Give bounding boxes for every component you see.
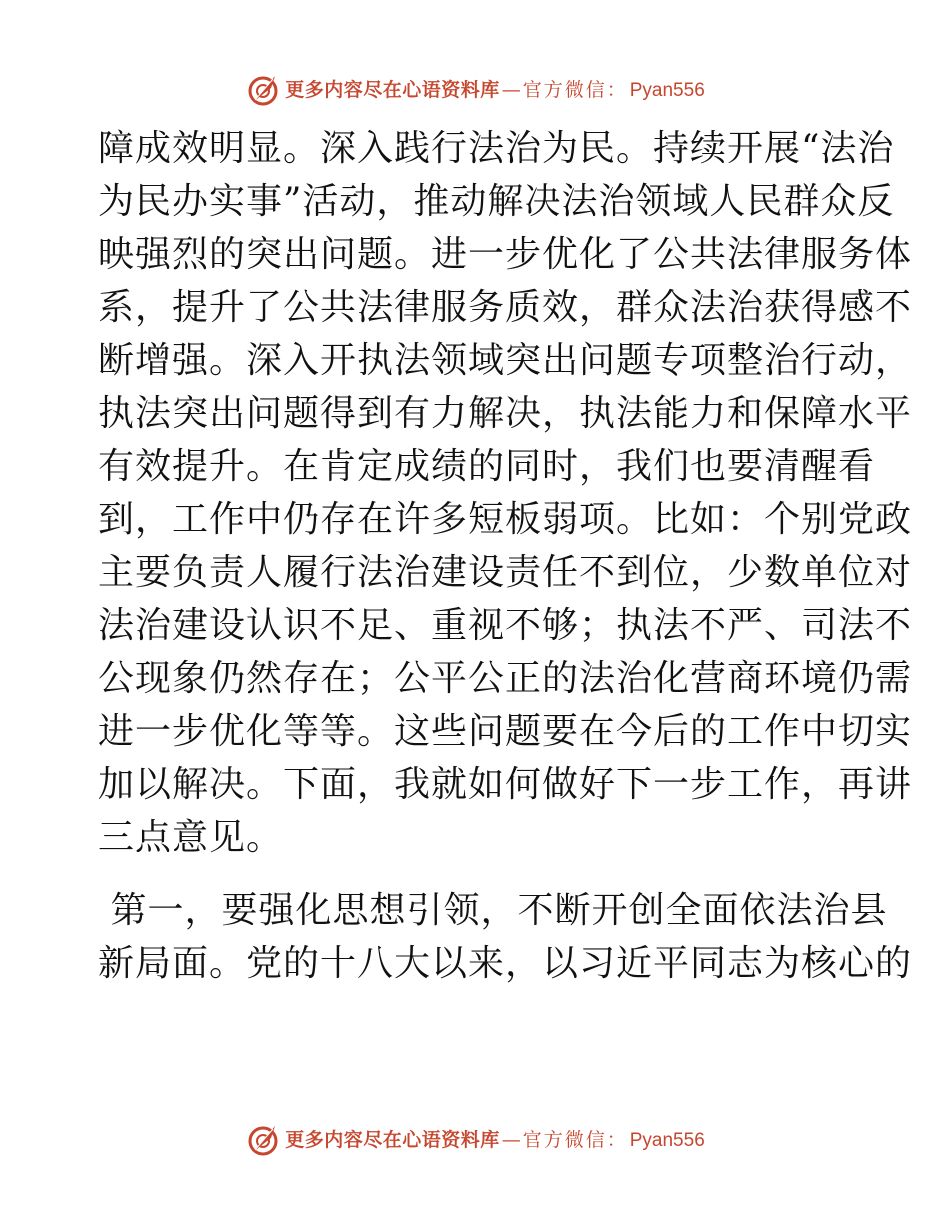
- text-line: 有效提升。在肯定成绩的同时，我们也要清醒看: [98, 446, 876, 487]
- header-banner-handle: Pyan556: [629, 79, 705, 101]
- quill-logo-icon: [245, 1122, 281, 1158]
- header-banner-text: [285, 78, 705, 101]
- paragraph-2: [98, 884, 913, 990]
- text-line: 新局面。党的十八大以来，以习近平同志为核心的: [98, 943, 913, 984]
- document-body: [98, 122, 913, 990]
- footer-banner: [0, 1120, 950, 1160]
- text-line: 三点意见。: [98, 817, 284, 858]
- text-line: 断增强。深入开执法领域突出问题专项整治行动，: [98, 340, 913, 381]
- text-line: 公现象仍然存在；公平公正的法治化营商环境仍需: [98, 658, 913, 699]
- text-line: 加以解决。下面，我就如何做好下一步工作，再讲: [98, 764, 913, 805]
- quill-logo-icon: [245, 72, 281, 108]
- footer-banner-handle: Pyan556: [629, 1129, 705, 1151]
- footer-banner-text: [285, 1128, 705, 1151]
- header-banner-separator: —: [501, 78, 521, 101]
- text-line: 到，工作中仍存在许多短板弱项。比如：个别党政: [98, 499, 913, 540]
- footer-banner-separator: —: [501, 1128, 521, 1151]
- text-line: 进一步优化等等。这些问题要在今后的工作中切实: [98, 711, 913, 752]
- text-line: 障成效明显。深入践行法治为民。持续开展“法治: [98, 128, 895, 169]
- text-line: 映强烈的突出问题。进一步优化了公共法律服务体: [98, 234, 913, 275]
- header-banner: [0, 70, 950, 110]
- text-line: 主要负责人履行法治建设责任不到位，少数单位对: [98, 552, 913, 593]
- footer-banner-sub: 官方微信：: [522, 1128, 628, 1151]
- footer-banner-lead: 更多内容尽在心语资料库: [285, 1128, 500, 1151]
- text-line: 执法突出问题得到有力解决，执法能力和保障水平: [98, 393, 913, 434]
- text-line: 第一，要强化思想引领，不断开创全面依法治县: [98, 890, 888, 931]
- paragraph-1: [98, 122, 913, 864]
- header-banner-sub: 官方微信：: [522, 78, 628, 101]
- text-line: 法治建设认识不足、重视不够；执法不严、司法不: [98, 605, 913, 646]
- text-line: 系，提升了公共法律服务质效，群众法治获得感不: [98, 287, 913, 328]
- text-line: 为民办实事”活动，推动解决法治领域人民群众反: [98, 181, 895, 222]
- header-banner-lead: 更多内容尽在心语资料库: [285, 78, 500, 101]
